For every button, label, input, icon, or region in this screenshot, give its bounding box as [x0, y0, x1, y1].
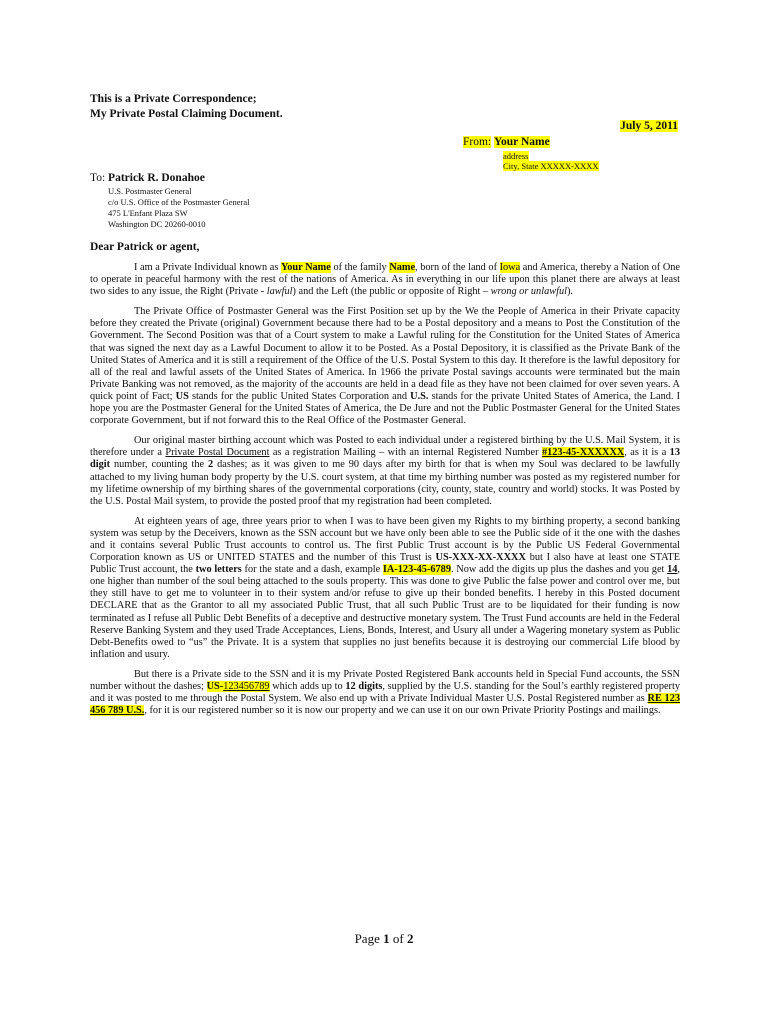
private-postal-document: Private Postal Document: [165, 447, 270, 459]
recipient-line: c/o U.S. Office of the Postmaster General: [108, 197, 250, 207]
paragraph-5: But there is a Private side to the SSN and it is my Private Posted Registered Bank accounts held in Special Fund accounts, the SSN number without the dashes; US-123456789 which adds up to 12 digits, supplied by the U.S. standing for the Soul’s earthly registered property and it was posted to me through the Postal System. We also end up with a Private Individual Master U.S. Postal Registered number as RE 123 456 789 U.S., for it is our registered number so it is now our property and we can use it on our own Private Priority Postings and mailings.: [90, 668, 680, 717]
sender-city: City, State XXXXX-XXXX: [503, 161, 599, 171]
highlight-family-name: Name: [389, 262, 416, 273]
highlight-state-trust: IA-123-45-6789: [382, 564, 451, 576]
paragraph-4: At eighteen years of age, three years prior to when I was to have been given my Rights to my birthing property, a second banking system was setup by the Deceivers, known as the SSN account but we have only been able to see the Public side of it the one with the dashes and it contains several Public Trust accounts to control us. The first Public Trust account is by the Public US Federal Governmental Corporation known as US or UNITED STATES and the number of this Trust is US-XXX-XX-XXXX but I also have at least one STATE Public Trust account, the two letters for the state and a dash, example IA-123-45-6789. Now add the digits up plus the dashes and you get 14, one higher than number of the soul being attached to the souls property. This was done to give Public the false power and control over me, but they still have to get me to volunteer in to their system and/or refuse to give up their bonded benefits. I hereby in this Posted document DECLARE that as the Grantor to all my associated Public Trust, that all such Public Trust are to be liquidated for their funding is now terminated as I refuse all Public Debt Benefits of a deceptive and destructive monetary system. The Trust Fund accounts are held in the Federal Reserve Banking System and they used Trade Acceptances, Liens, Bonds, Interest, and Usury all under a Wagering monetary system as Public Debt-Benefits owed to “us” the Private. It is a system that supplies no just benefits because it is destroying our commercial Life blood by inflation and usury.: [90, 515, 681, 660]
recipient-line: 475 L'Enfant Plaza SW: [108, 208, 188, 218]
recipient-line: Washington DC 20260-0010: [108, 219, 206, 229]
document-heading: [90, 92, 283, 122]
letter-date: July 5, 2011: [620, 120, 678, 132]
paragraph-1: I am a Private Individual known as Your Name of the family Name, born of the land of Iowa and America, thereby a Nation of One to operate in peaceful harmony with the rest of the nations of America. As in everything in our life upon this planet there are always at least two sides to any issue, the Right (Private - lawful) and the Left (the public or opposite of Right – wrong or unlawful).: [90, 262, 680, 298]
sender-address: address: [503, 151, 529, 161]
sender-block: [463, 136, 550, 149]
sender-name: Your Name: [494, 136, 550, 148]
page-footer: Page 1 of 2: [354, 931, 414, 946]
highlight-land: Iowa: [499, 262, 521, 273]
highlight-re-number: RE 123 456 789 U.S.: [90, 693, 680, 717]
recipient-line: U.S. Postmaster General: [108, 186, 192, 196]
paragraph-3: Our original master birthing account which was Posted to each individual under a registered birthing by the U.S. Mail System, it is therefore under a Private Postal Document as a registration Mailing – with an internal Registered Number #123-45-XXXXXX, as it is a 13 digit number, counting the 2 dashes; as it was given to me 90 days after my birth for that is when my Soul was declared to be lawfully attached to my living human body property by the U.S. court system, at that time my birthing number was posted as my registered number for my lifetime ownership of my birthing shares of the governmental corporations (city, county, state, country and world) stocks. It was Posted by the U.S. Postal Mail system, to provide the posted proof that my registration had been completed.: [90, 435, 680, 507]
greeting: Dear Patrick or agent,: [90, 241, 200, 253]
highlight-ssn-number: 123456789: [223, 681, 270, 692]
highlight-registered-number: #123-45-XXXXXX: [541, 447, 625, 459]
recipient-address: [108, 186, 249, 230]
heading-line-1: This is a Private Correspondence;: [90, 93, 257, 105]
recipient-heading: [90, 172, 205, 184]
page-total: 2: [406, 931, 414, 946]
paragraph-2: The Private Office of Postmaster General was the First Position set up by the We the People of America in their Private capacity before they created the Private (original) Government because there had to be a Postal depository and a means to Post the Constitution of the Government. The Second Position was that of a Court system to make a Lawful ruling for the Constitution for the United States of America that was signed the next day as a Lawful Document to allow it to be Posted. As a Postal Depository, it is classified as the Private Bank of the United States of America and it is still a requirement of the Office of the U.S. Postal System to this day. It therefore is the lawful depository for all of the real and lawful assets of the United States of America. In 1966 the private Postal savings accounts were terminated but the main Private Banking was not removed, as the majority of the accounts are held in a dead file as they have not been claimed for over seven years. A quick point of Fact; US stands for the public United States Corporation and U.S. stands for the private United States of America, the Land. I hope you are the Postmaster General for the United States of America, the De Jure and not the Public Postmaster General for the United States corporate Government, but if not forward this to the Real Office of the Postmaster General.: [90, 306, 680, 427]
highlight-us-prefix: US-: [206, 681, 224, 692]
recipient-label: To:: [90, 172, 106, 184]
page-number: 1: [383, 931, 390, 946]
recipient-name: Patrick R. Donahoe: [108, 172, 205, 184]
sender-label: From:: [463, 136, 492, 148]
heading-line-2: My Private Postal Claiming Document.: [90, 108, 283, 120]
letter-body: [90, 262, 680, 725]
highlight-your-name: Your Name: [280, 262, 331, 273]
